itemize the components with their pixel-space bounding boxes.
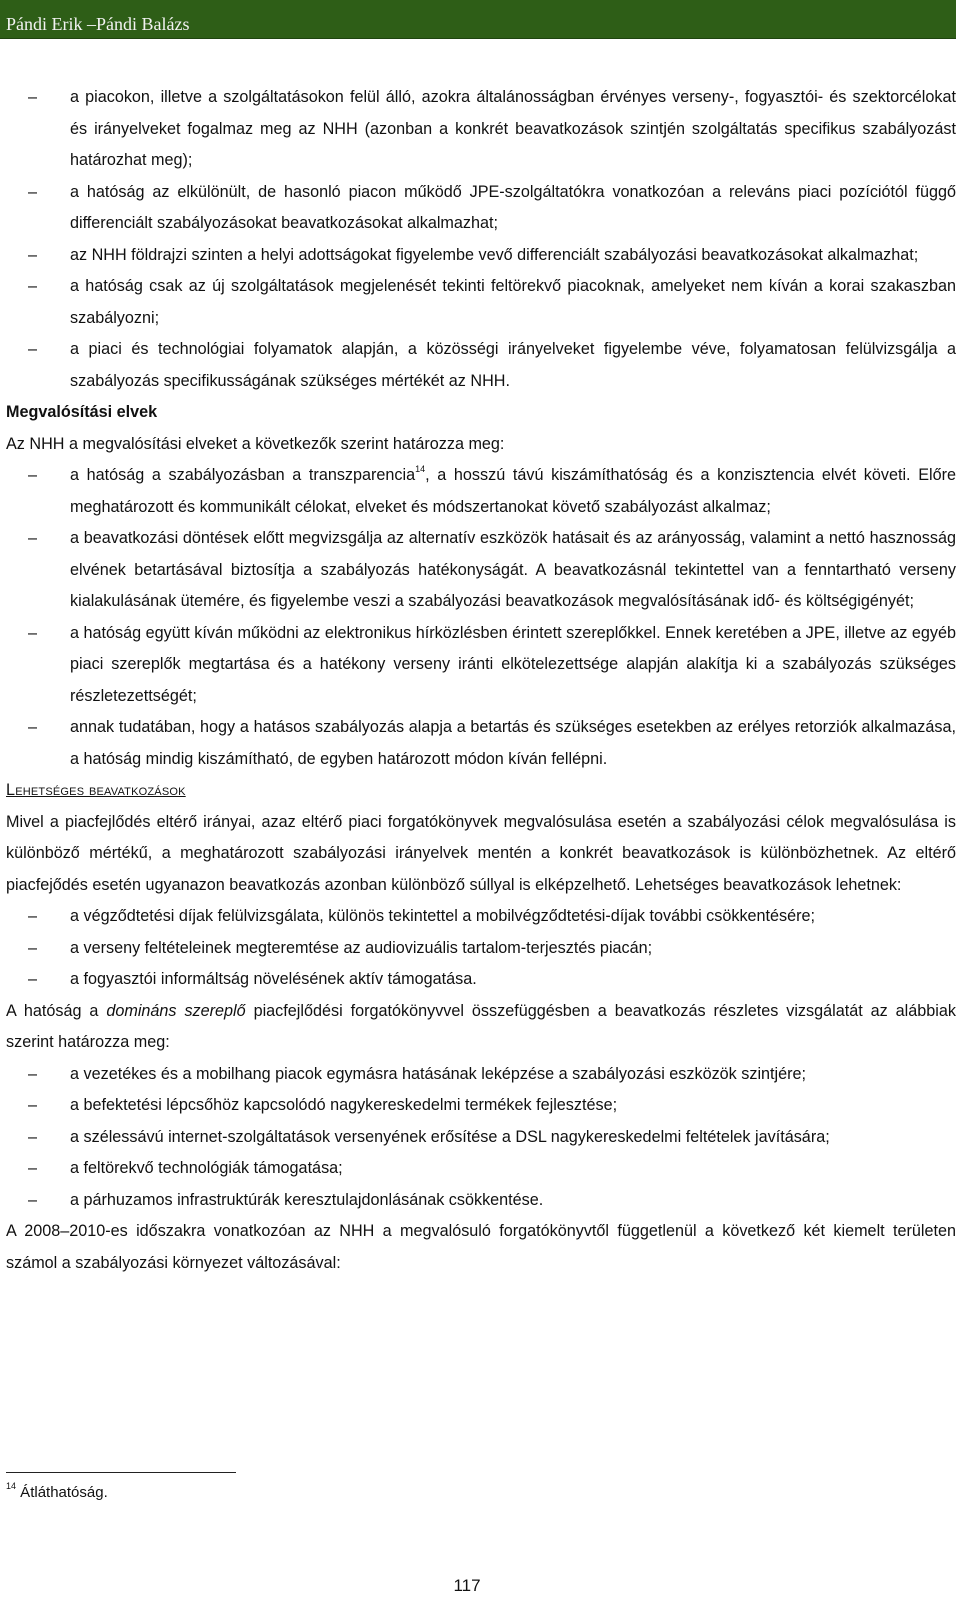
list-item-text: az NHH földrajzi szinten a helyi adottságokat figyelembe vevő differenciált szabályozási beavatkozásokat alkalmazhat; — [70, 245, 919, 264]
list-item-text: annak tudatában, hogy a hatásos szabályozás alapja a betartás és szükséges esetekben az erélyes retorziók alkalmazása, a hatóság mindig kiszámítható, de egyben határozott módon kíván fellépni. — [70, 718, 956, 768]
list-item — [6, 523, 956, 618]
dash-bullet: – — [28, 277, 38, 295]
list-item — [6, 240, 956, 272]
footnote-number: 14 — [6, 1481, 17, 1491]
dash-bullet: – — [28, 1096, 38, 1114]
dash-bullet: – — [28, 182, 38, 201]
list-item — [6, 1059, 956, 1091]
paragraph-hatosag — [6, 996, 956, 1059]
dash-bullet: – — [28, 466, 38, 484]
section-heading-lehetseges: Lehetséges beavatkozások — [6, 781, 186, 799]
bullet-list-targets — [6, 82, 956, 397]
paragraph-italic-term: domináns szereplő — [106, 1001, 246, 1020]
list-item-text: a hatóság csak az új szolgáltatások megjelenését tekinti feltörekvő piacoknak, amelyeket nem kíván a korai szakaszban szabályozni; — [70, 277, 956, 327]
dash-bullet: – — [28, 970, 38, 988]
list-item — [6, 460, 956, 523]
dash-bullet: – — [28, 340, 38, 358]
bullet-list-interventions — [6, 901, 956, 996]
page-header — [0, 0, 956, 39]
footnote — [6, 1481, 108, 1501]
list-item-text: a végződtetési díjak felülvizsgálata, különös tekintettel a mobilvégződtetési-díjak további csökkentésére; — [70, 907, 816, 925]
bullet-list-principles — [6, 460, 956, 775]
list-item-text: a feltörekvő technológiák támogatása; — [70, 1159, 343, 1177]
paragraph-mivel: Mivel a piacfejlődés eltérő irányai, azaz eltérő piaci forgatókönyvek megvalósulása esetén a szabályozási célok megvalósulása is különböző mértékű, a meghatározott szabályozási irányelvek mentén a konkrét beavatkozások is különbözhetnek. Az eltérő piacfejődés esetén ugyanazon beavatkozás azonban különböző súllyal is elképzelhető. Lehetséges beavatkozások lehetnek: — [6, 812, 956, 894]
list-item-text: a párhuzamos infrastruktúrák keresztulajdonlásának csökkentése. — [70, 1190, 544, 1209]
paragraph-text-before: A hatóság a — [6, 1001, 107, 1020]
list-item-text: a verseny feltételeinek megteremtése az audiovizuális tartalom-terjesztés piacán; — [70, 938, 653, 957]
dash-bullet: – — [28, 938, 38, 957]
list-item-text: a fogyasztói informáltság növelésének aktív támogatása. — [70, 970, 477, 988]
list-item — [6, 82, 956, 177]
footnote-text: Átláthatóság. — [16, 1484, 108, 1501]
dash-bullet: – — [28, 529, 38, 547]
list-item — [6, 1122, 956, 1154]
list-item-text-before: a hatóság a szabályozásban a transzparencia — [70, 466, 416, 484]
footnote-ref[interactable]: 14 — [415, 463, 426, 474]
list-item — [6, 271, 956, 334]
header-title: Pándi Erik –Pándi Balázs — [6, 14, 190, 34]
list-item — [6, 964, 956, 996]
dash-bullet: – — [28, 88, 38, 106]
paragraph-2008: A 2008–2010-es időszakra vonatkozóan az NHH a megvalósuló forgatókönyvtől függetlenül a következő két kiemelt területen számol a szabályozási környezet változásával: — [6, 1222, 956, 1272]
list-item — [6, 933, 956, 965]
list-item — [6, 1185, 956, 1217]
dash-bullet: – — [28, 907, 38, 925]
list-item — [6, 334, 956, 397]
intro-paragraph: Az NHH a megvalósítási elveket a következők szerint határozza meg: — [6, 434, 505, 453]
list-item — [6, 901, 956, 933]
footnote-separator — [6, 1472, 236, 1473]
list-item — [6, 1153, 956, 1185]
list-item-text: a piaci és technológiai folyamatok alapján, a közösségi irányelveket figyelembe véve, folyamatosan felülvizsgálja a szabályozás specifikusságának szükséges mértékét az NHH. — [70, 340, 956, 390]
dash-bullet: – — [28, 623, 38, 642]
list-item-text-after: , a hosszú távú kiszámíthatóság és a konzisztencia elvét követi. Előre meghatározott és kommunikált célokat, elveket és módszertanokat követő szabályozást alkalmaz; — [70, 466, 956, 516]
document-body — [6, 82, 956, 1279]
dash-bullet: – — [28, 245, 38, 264]
paragraph-text-after: piacfejlődési forgatókönyvvel összefüggésben a beavatkozás részletes vizsgálatát az alábbiak szerint határozza meg: — [6, 1001, 956, 1051]
bullet-list-dominant — [6, 1059, 956, 1217]
list-item — [6, 1090, 956, 1122]
dash-bullet: – — [28, 1159, 38, 1177]
section-heading-megvalositasi: Megvalósítási elvek — [6, 403, 158, 421]
list-item-text: a vezetékes és a mobilhang piacok egymásra hatásának leképzése a szabályozási eszközök szintjére; — [70, 1064, 807, 1083]
list-item-text: a beavatkozási döntések előtt megvizsgálja az alternatív eszközök hatásait és az arányosság, valamint a nettó hasznosság elvének betartásával biztosítja a szabályozás hatékonyságát. A beavatkozásnál tekintettel van a fenntartható verseny kialakulásának ütemére, és figyelembe veszi a szabályozási beavatkozások megvalósításának idő- és költségigényét; — [70, 529, 956, 610]
list-item-text: a piacokon, illetve a szolgáltatásokon felül álló, azokra általánosságban érvényes verseny-, fogyasztói- és szektorcélokat és irányelveket fogalmaz meg az NHH (azonban a konkrét beavatkozások szintjén szolgáltatás specifikus szabályozást határozhat meg); — [70, 88, 956, 169]
dash-bullet: – — [28, 1190, 38, 1209]
list-item-text: a hatóság együtt kíván működni az elektronikus hírközlésben érintett szereplőkkel. Ennek keretében a JPE, illetve az egyéb piaci szereplők megtartása és a hatékony verseny iránti elkötelezettsége alapján alakítja ki a szabályozás szükséges részletezettségét; — [70, 623, 956, 705]
list-item — [6, 618, 956, 713]
list-item-text: a hatóság az elkülönült, de hasonló piacon működő JPE-szolgáltatókra vonatkozóan a releváns piaci pozíciótól függő differenciált szabályozásokat beavatkozásokat alkalmazhat; — [70, 182, 956, 232]
page-number: 117 — [453, 1576, 481, 1595]
dash-bullet: – — [28, 1127, 38, 1146]
list-item-text: a szélessávú internet-szolgáltatások versenyének erősítése a DSL nagykereskedelmi feltételek javítására; — [70, 1127, 830, 1146]
dash-bullet: – — [28, 1064, 38, 1083]
dash-bullet: – — [28, 718, 38, 736]
list-item-text: a befektetési lépcsőhöz kapcsolódó nagykereskedelmi termékek fejlesztése; — [70, 1096, 618, 1114]
list-item — [6, 177, 956, 240]
list-item — [6, 712, 956, 775]
